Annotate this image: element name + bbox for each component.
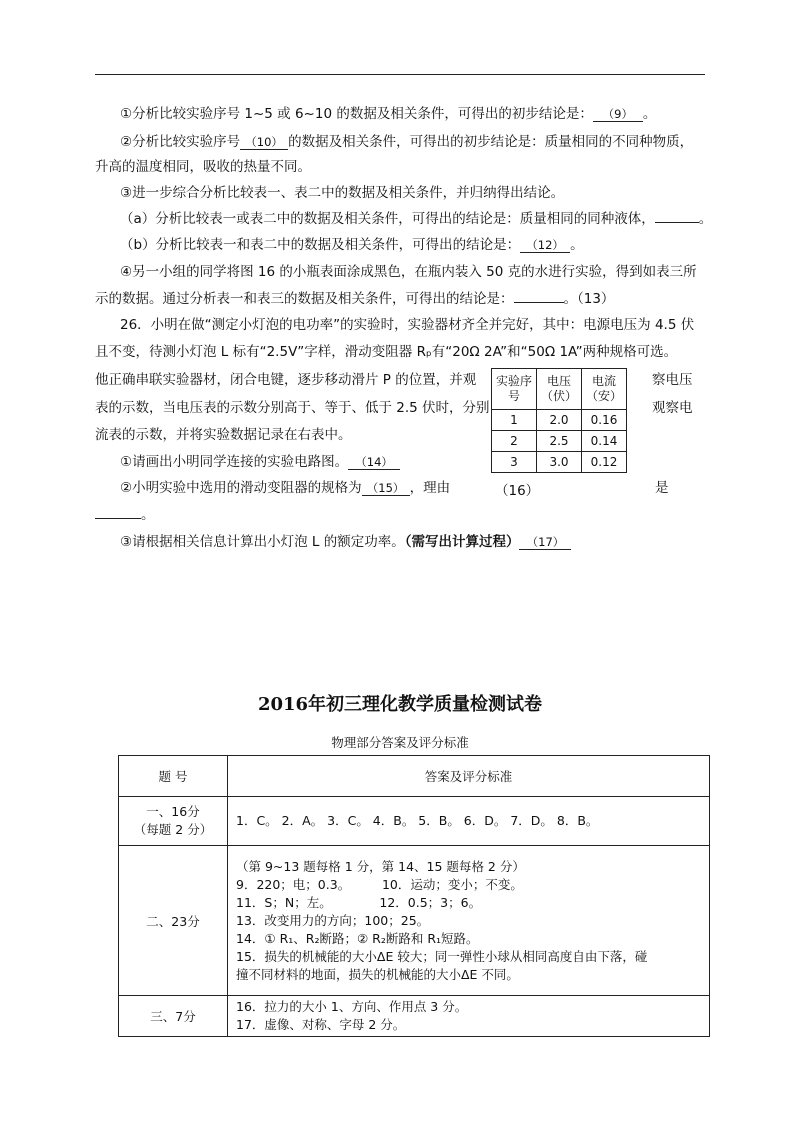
header-cell-answers: 答案及评分标准	[228, 756, 710, 797]
answer-blank-14: （14）	[348, 455, 400, 470]
question-line-8: 示的数据。通过分析表一和表三的数据及相关条件，可得出的结论是： 。（13）	[95, 291, 615, 307]
question-26-line-3-right: 察电压	[652, 372, 693, 388]
experiment-data-table	[491, 368, 627, 473]
question-line-6: （b）分析比较表一和表二中的数据及相关条件，可得出的结论是： （12） 。	[120, 237, 584, 253]
question-line-1: ①分析比较实验序号 1~5 或 6~10 的数据及相关条件，可得出的初步结论是： （9） 。	[120, 106, 657, 122]
answer-row-section-1	[119, 797, 710, 846]
table-cell: 2.5	[537, 431, 582, 452]
question-line-2: ②分析比较实验序号 （10） 的数据及相关条件，可得出的初步结论是：质量相同的不同种物质，	[120, 134, 694, 150]
table-cell: 1	[492, 410, 537, 431]
table-cell: 0.14	[582, 431, 627, 452]
section-answers: 16．拉力的大小 1、方向、作用点 3 分。 17．虚像、对称、字母 2 分。	[228, 996, 710, 1037]
question-26-line-7: ②小明实验中选用的滑动变阻器的规格为 （15） ，理由	[120, 480, 451, 496]
answer-blank-9: （9）	[593, 107, 643, 122]
table-cell: 3.0	[537, 452, 582, 473]
header-cell: 电流（安）	[582, 369, 627, 410]
question-line-4: ③进一步综合分析比较表一、表二中的数据及相关条件，并归纳得出结论。	[120, 185, 565, 201]
header-cell-question: 题 号	[119, 756, 228, 797]
page-title: 2016年初三理化教学质量检测试卷	[257, 694, 543, 715]
table-row	[492, 410, 627, 431]
answer-blank-17: （17）	[519, 535, 571, 550]
section-label: 一、16分 （每题 2 分）	[119, 797, 228, 846]
section-label: 二、23分	[119, 846, 228, 996]
answer-blank-16-cont	[95, 518, 141, 519]
question-26-line-4: 表的示数，当电压表的示数分别高于、等于、低于 2.5 伏时，分别	[95, 400, 490, 416]
question-26-line-5: 流表的示数，并将实验数据记录在右表中。	[95, 427, 352, 443]
table-cell: 3	[492, 452, 537, 473]
section-answers: 1．C。 2．A。 3．C。 4．B。 5．B。 6．D。 7．D。 8．B。	[228, 797, 710, 846]
question-line-5: （a）分析比较表一或表二中的数据及相关条件，可得出的结论是：质量相同的同种液体， 。	[120, 211, 713, 227]
table-cell: 0.12	[582, 452, 627, 473]
header-cell: 实验序号	[492, 369, 537, 410]
answer-blank-16: （16）	[495, 483, 540, 499]
table-row	[492, 452, 627, 473]
page-subtitle: 物理部分答案及评分标准	[331, 735, 469, 750]
question-26-line-7-right: 是	[655, 480, 669, 496]
answer-blank-12: （12）	[520, 238, 570, 253]
answer-blank-11	[655, 222, 699, 223]
table-header-row	[492, 369, 627, 410]
question-26-line-8: 。	[95, 503, 155, 523]
table-cell: 2	[492, 431, 537, 452]
table-cell: 2.0	[537, 410, 582, 431]
table-cell: 0.16	[582, 410, 627, 431]
question-26-line-1: 26．小明在做“测定小灯泡的电功率”的实验时，实验器材齐全并完好，其中：电源电压为 4.5 伏	[120, 317, 695, 333]
answer-row-section-3	[119, 996, 710, 1037]
question-26-line-9: ③请根据相关信息计算出小灯泡 L 的额定功率。（需写出计算过程） （17）	[120, 530, 571, 550]
question-26-line-2: 且不变，待测小灯泡 L 标有“2.5V”字样，滑动变阻器 Rₚ有“20Ω 2A”和“50Ω 1A”两种规格可选。	[95, 344, 678, 360]
answer-blank-15: （15）	[362, 481, 410, 496]
question-26-line-4-right: 观察电	[652, 400, 693, 416]
section-label: 三、7分	[119, 996, 228, 1037]
header-cell: 电压（伏）	[537, 369, 582, 410]
answer-header-row	[119, 756, 710, 797]
answer-blank-10: （10）	[240, 135, 288, 150]
answer-key-table	[118, 755, 710, 1037]
header-rule	[95, 74, 705, 75]
answer-blank-13	[514, 302, 564, 303]
question-26-line-3: 他正确串联实验器材，闭合电键，逐步移动滑片 P 的位置，并观	[95, 372, 477, 388]
table-row	[492, 431, 627, 452]
answer-row-section-2	[119, 846, 710, 996]
section-answers: （第 9~13 题每格 1 分，第 14、15 题每格 2 分） 9．220；电；0.3。 10．运动；变小；不变。 11．S；N；左。 12．0.5；3；6。 13．改变用力的方向；100；25。 14．① R₁、R₂断路；② R₂断路和 R₁短路。 15．损失的机械能的大小ΔE 较大；同一弹性小球从相同高度自由下落，碰 撞不同材料的地面，损失的机械能的大小ΔE 不同。	[228, 846, 710, 996]
question-26-line-6: ①请画出小明同学连接的实验电路图。 （14）	[120, 450, 400, 470]
question-line-3: 升高的温度相同，吸收的热量不同。	[95, 159, 311, 175]
question-line-7: ④另一小组的同学将图 16 的小瓶表面涂成黑色，在瓶内装入 50 克的水进行实验，得到如表三所	[120, 264, 697, 280]
